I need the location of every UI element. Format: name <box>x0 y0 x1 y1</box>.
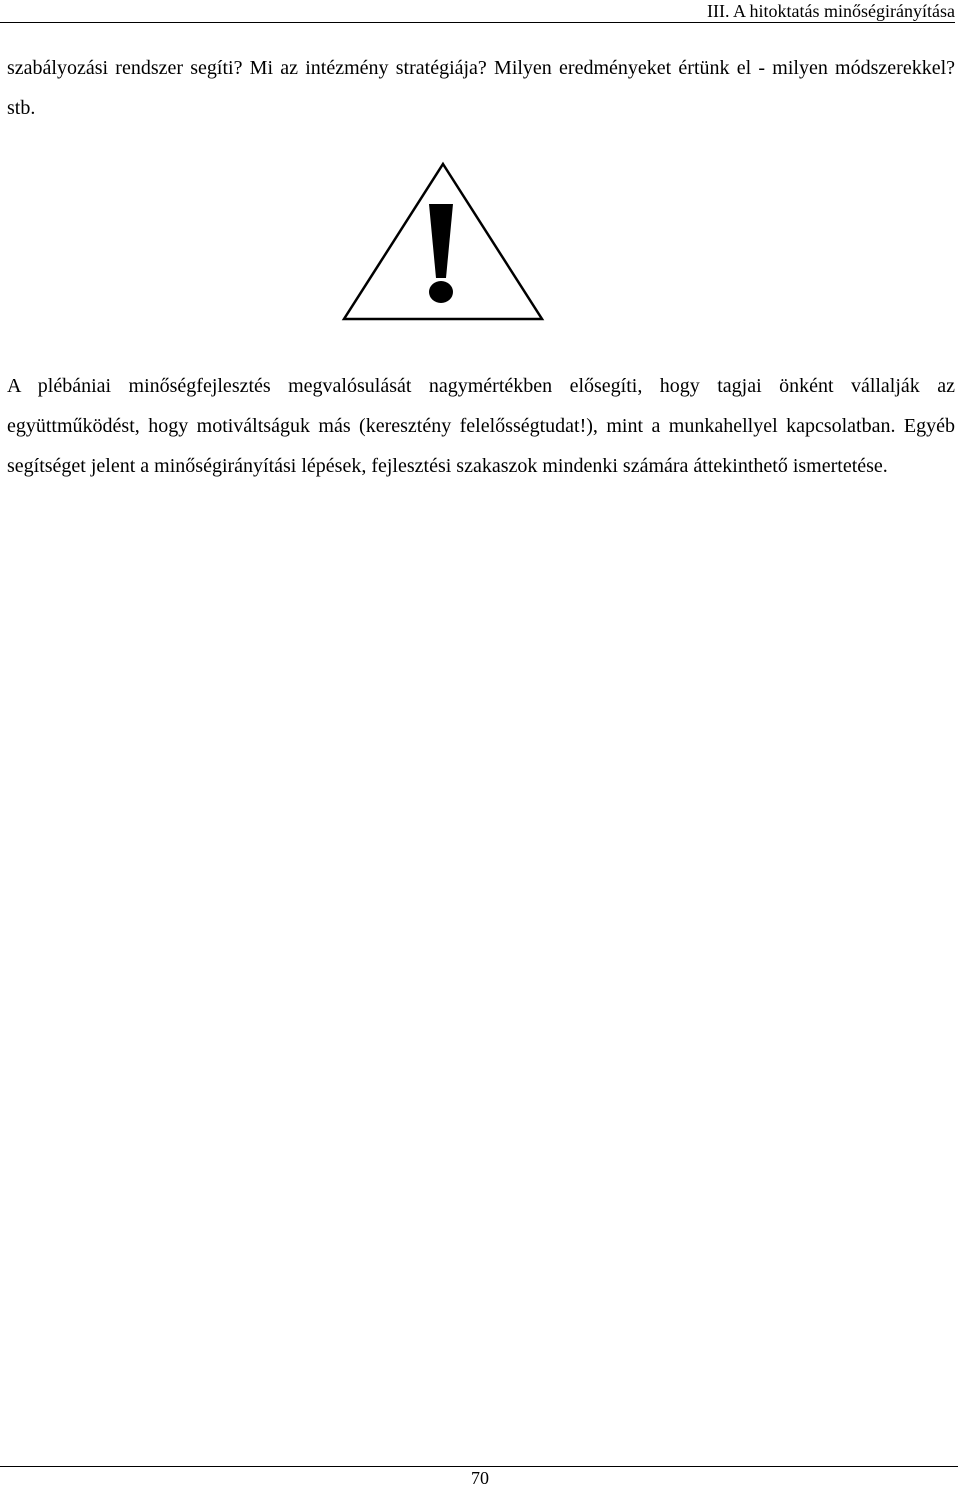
body-paragraph-1: szabályozási rendszer segíti? Mi az intézmény stratégiája? Milyen eredményeket értünk el - milyen módszerekkel? stb. <box>7 57 955 119</box>
running-header <box>0 0 955 23</box>
body-paragraph-2: A plébániai minőségfejlesztés megvalósulását nagymértékben elősegíti, hogy tagjai önként vállalják az együttműködést, hogy motiváltságuk más (keresztény felelősségtudat!), mint a munkahellyel kapcsolatban. Egyéb segítséget jelent a minőségirányítási lépések, fejlesztési szakaszok mindenki számára áttekinthető ismertetése. <box>7 375 955 477</box>
exclamation-dot <box>429 281 453 303</box>
footer-rule <box>0 1466 958 1467</box>
page-number: 70 <box>471 1468 489 1488</box>
running-header-title: III. A hitoktatás minőségirányítása <box>707 1 955 21</box>
exclamation-bar <box>429 204 453 278</box>
warning-icon <box>340 160 546 326</box>
